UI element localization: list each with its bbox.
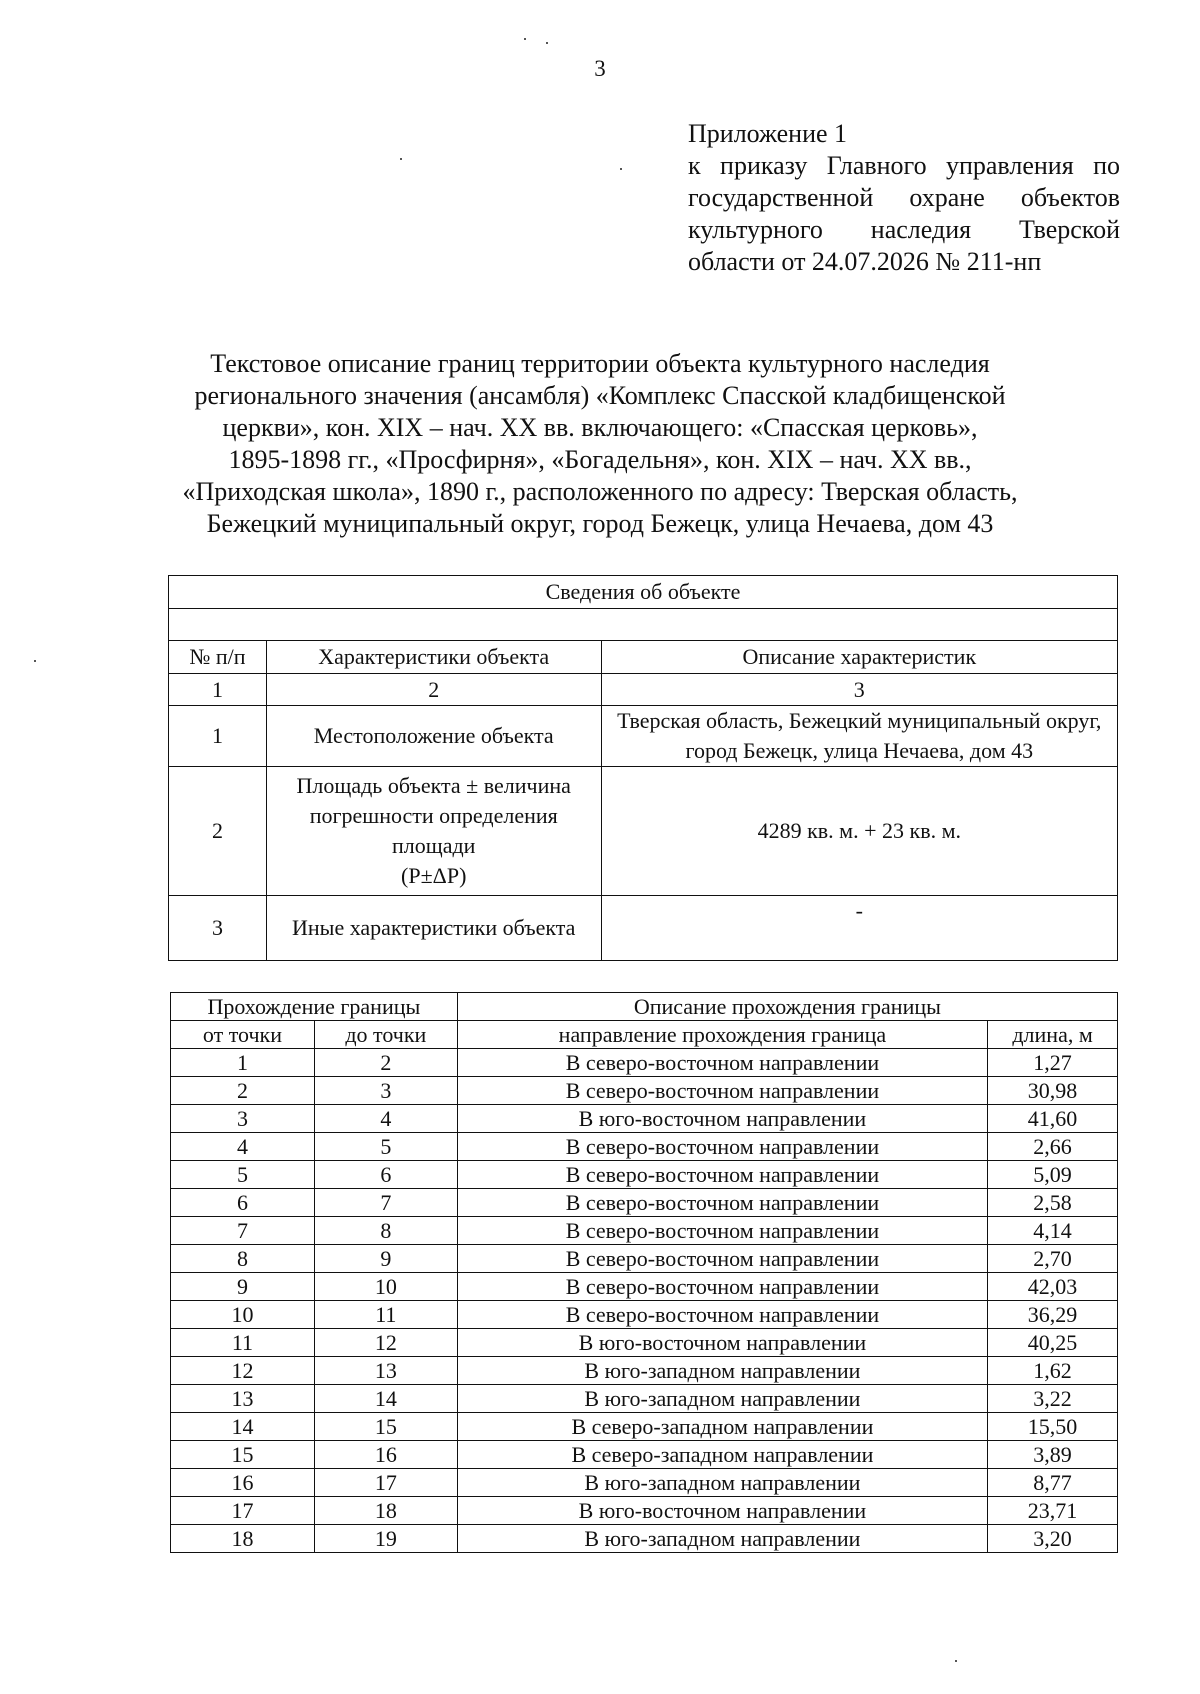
- cell-length: 2,58: [988, 1189, 1118, 1217]
- cell-from-point: 8: [171, 1245, 315, 1273]
- appendix-line: к приказу Главного управления по: [688, 151, 1120, 180]
- info-row-value: 4289 кв. м. + 23 кв. м.: [601, 767, 1117, 896]
- cell-length: 42,03: [988, 1273, 1118, 1301]
- cell-from-point: 16: [171, 1469, 315, 1497]
- cell-to-point: 15: [314, 1413, 457, 1441]
- cell-to-point: 7: [314, 1189, 457, 1217]
- header-to-point: до точки: [314, 1021, 457, 1049]
- table-row: [169, 706, 1118, 767]
- cell-from-point: 9: [171, 1273, 315, 1301]
- cell-direction: В северо-западном направлении: [457, 1441, 987, 1469]
- cell-from-point: 1: [171, 1049, 315, 1077]
- cell-from-point: 2: [171, 1077, 315, 1105]
- info-row-name: Площадь объекта ± величина погрешности определения площади: [296, 773, 571, 858]
- cell-length: 2,66: [988, 1133, 1118, 1161]
- table-row: [171, 1329, 1118, 1357]
- cell-from-point: 11: [171, 1329, 315, 1357]
- scan-speck: [524, 38, 526, 40]
- appendix-header: [688, 118, 1120, 278]
- cell-to-point: 6: [314, 1161, 457, 1189]
- cell-from-point: 18: [171, 1525, 315, 1553]
- object-info-table: [168, 575, 1118, 961]
- header-boundary-description: Описание прохождения границы: [457, 993, 1117, 1021]
- table-row: [171, 1245, 1118, 1273]
- header-direction: направление прохождения граница: [457, 1021, 987, 1049]
- cell-direction: В северо-восточном направлении: [457, 1301, 987, 1329]
- info-row-name-cell: [266, 767, 601, 896]
- cell-direction: В юго-западном направлении: [457, 1525, 987, 1553]
- cell-to-point: 2: [314, 1049, 457, 1077]
- table-row: [171, 1385, 1118, 1413]
- info-numbering-cell: 2: [266, 674, 601, 706]
- scan-speck: [620, 168, 622, 170]
- cell-length: 3,22: [988, 1385, 1118, 1413]
- title-line: Текстовое описание границ территории объекта культурного наследия: [210, 349, 990, 378]
- table-row: [169, 767, 1118, 896]
- scan-speck: [400, 158, 402, 160]
- document-title: [150, 348, 1050, 540]
- title-line: 1895-1898 гг., «Просфирня», «Богадельня», кон. XIX – нач. XX вв.,: [228, 445, 972, 474]
- header-length: длина, м: [988, 1021, 1118, 1049]
- cell-direction: В северо-восточном направлении: [457, 1161, 987, 1189]
- cell-to-point: 9: [314, 1245, 457, 1273]
- cell-length: 40,25: [988, 1329, 1118, 1357]
- table-row: [169, 896, 1118, 961]
- info-row-name: Местоположение объекта: [266, 706, 601, 767]
- cell-to-point: 13: [314, 1357, 457, 1385]
- table-row: [171, 1441, 1118, 1469]
- cell-length: 4,14: [988, 1217, 1118, 1245]
- info-row-number: 3: [169, 896, 267, 961]
- info-header-description: Описание характеристик: [601, 641, 1117, 674]
- cell-from-point: 14: [171, 1413, 315, 1441]
- cell-to-point: 14: [314, 1385, 457, 1413]
- table-row: [171, 1105, 1118, 1133]
- cell-length: 3,89: [988, 1441, 1118, 1469]
- cell-length: 2,70: [988, 1245, 1118, 1273]
- cell-to-point: 10: [314, 1273, 457, 1301]
- cell-from-point: 10: [171, 1301, 315, 1329]
- header-from-point: от точки: [171, 1021, 315, 1049]
- info-numbering-cell: 1: [169, 674, 267, 706]
- appendix-line: Приложение 1: [688, 119, 848, 148]
- info-header-characteristic: Характеристики объекта: [266, 641, 601, 674]
- title-line: регионального значения (ансамбля) «Комплекс Спасской кладбищенской: [194, 381, 1006, 410]
- title-line: «Приходская школа», 1890 г., расположенного по адресу: Тверская область,: [182, 477, 1018, 506]
- cell-length: 41,60: [988, 1105, 1118, 1133]
- appendix-line: области от 24.07.2026 № 211-нп: [688, 247, 1042, 276]
- cell-from-point: 7: [171, 1217, 315, 1245]
- cell-length: 5,09: [988, 1161, 1118, 1189]
- cell-direction: В северо-восточном направлении: [457, 1217, 987, 1245]
- cell-to-point: 3: [314, 1077, 457, 1105]
- info-table-caption: Сведения об объекте: [169, 576, 1118, 609]
- table-row: [171, 1301, 1118, 1329]
- info-row-name-formula: (P±ΔP): [401, 863, 467, 888]
- scan-speck: [955, 1660, 957, 1662]
- cell-to-point: 18: [314, 1497, 457, 1525]
- table-row: [171, 1049, 1118, 1077]
- cell-length: 23,71: [988, 1497, 1118, 1525]
- table-row: [171, 1525, 1118, 1553]
- cell-length: 3,20: [988, 1525, 1118, 1553]
- table-row: [171, 1273, 1118, 1301]
- title-line: Бежецкий муниципальный округ, город Бежецк, улица Нечаева, дом 43: [206, 509, 994, 538]
- appendix-line: культурного наследия Тверской: [688, 215, 1120, 244]
- cell-direction: В северо-восточном направлении: [457, 1189, 987, 1217]
- info-row-number: 1: [169, 706, 267, 767]
- table-row: [171, 1497, 1118, 1525]
- table-row: [171, 1133, 1118, 1161]
- cell-direction: В северо-восточном направлении: [457, 1049, 987, 1077]
- title-line: церкви», кон. XIX – нач. XX вв. включающего: «Спасская церковь»,: [222, 413, 978, 442]
- info-numbering-cell: 3: [601, 674, 1117, 706]
- cell-direction: В северо-восточном направлении: [457, 1273, 987, 1301]
- info-row-name: Иные характеристики объекта: [266, 896, 601, 961]
- header-boundary-passage: Прохождение границы: [171, 993, 458, 1021]
- cell-direction: В северо-восточном направлении: [457, 1133, 987, 1161]
- cell-direction: В юго-восточном направлении: [457, 1105, 987, 1133]
- cell-length: 8,77: [988, 1469, 1118, 1497]
- info-row-value: -: [601, 896, 1117, 961]
- table-row: [171, 1217, 1118, 1245]
- cell-direction: В северо-западном направлении: [457, 1413, 987, 1441]
- cell-direction: В северо-восточном направлении: [457, 1245, 987, 1273]
- cell-to-point: 16: [314, 1441, 457, 1469]
- appendix-line: государственной охране объектов: [688, 183, 1120, 212]
- cell-direction: В юго-западном направлении: [457, 1469, 987, 1497]
- cell-to-point: 12: [314, 1329, 457, 1357]
- cell-to-point: 5: [314, 1133, 457, 1161]
- cell-to-point: 17: [314, 1469, 457, 1497]
- cell-from-point: 4: [171, 1133, 315, 1161]
- info-row-value: Тверская область, Бежецкий муниципальный округ, город Бежецк, улица Нечаева, дом 43: [601, 706, 1117, 767]
- cell-direction: В юго-восточном направлении: [457, 1329, 987, 1357]
- cell-from-point: 13: [171, 1385, 315, 1413]
- table-row: [171, 1189, 1118, 1217]
- table-row: [171, 1161, 1118, 1189]
- cell-to-point: 11: [314, 1301, 457, 1329]
- boundary-rows: [171, 1049, 1118, 1553]
- boundary-table: [170, 992, 1118, 1553]
- table-row: [171, 1413, 1118, 1441]
- cell-from-point: 6: [171, 1189, 315, 1217]
- cell-direction: В юго-западном направлении: [457, 1357, 987, 1385]
- cell-from-point: 12: [171, 1357, 315, 1385]
- page-number: 3: [594, 56, 606, 81]
- info-row-number: 2: [169, 767, 267, 896]
- cell-to-point: 4: [314, 1105, 457, 1133]
- cell-direction: В северо-восточном направлении: [457, 1077, 987, 1105]
- cell-length: 30,98: [988, 1077, 1118, 1105]
- cell-length: 1,27: [988, 1049, 1118, 1077]
- cell-from-point: 17: [171, 1497, 315, 1525]
- cell-to-point: 8: [314, 1217, 457, 1245]
- cell-length: 15,50: [988, 1413, 1118, 1441]
- table-row: [171, 1357, 1118, 1385]
- cell-length: 36,29: [988, 1301, 1118, 1329]
- cell-to-point: 19: [314, 1525, 457, 1553]
- cell-direction: В юго-западном направлении: [457, 1385, 987, 1413]
- info-table-empty-row: [169, 609, 1118, 641]
- info-header-number: № п/п: [169, 641, 267, 674]
- cell-from-point: 15: [171, 1441, 315, 1469]
- scan-speck: [34, 660, 36, 662]
- cell-direction: В юго-восточном направлении: [457, 1497, 987, 1525]
- table-row: [171, 1077, 1118, 1105]
- table-row: [171, 1469, 1118, 1497]
- cell-from-point: 5: [171, 1161, 315, 1189]
- cell-length: 1,62: [988, 1357, 1118, 1385]
- cell-from-point: 3: [171, 1105, 315, 1133]
- scan-speck: [546, 42, 548, 44]
